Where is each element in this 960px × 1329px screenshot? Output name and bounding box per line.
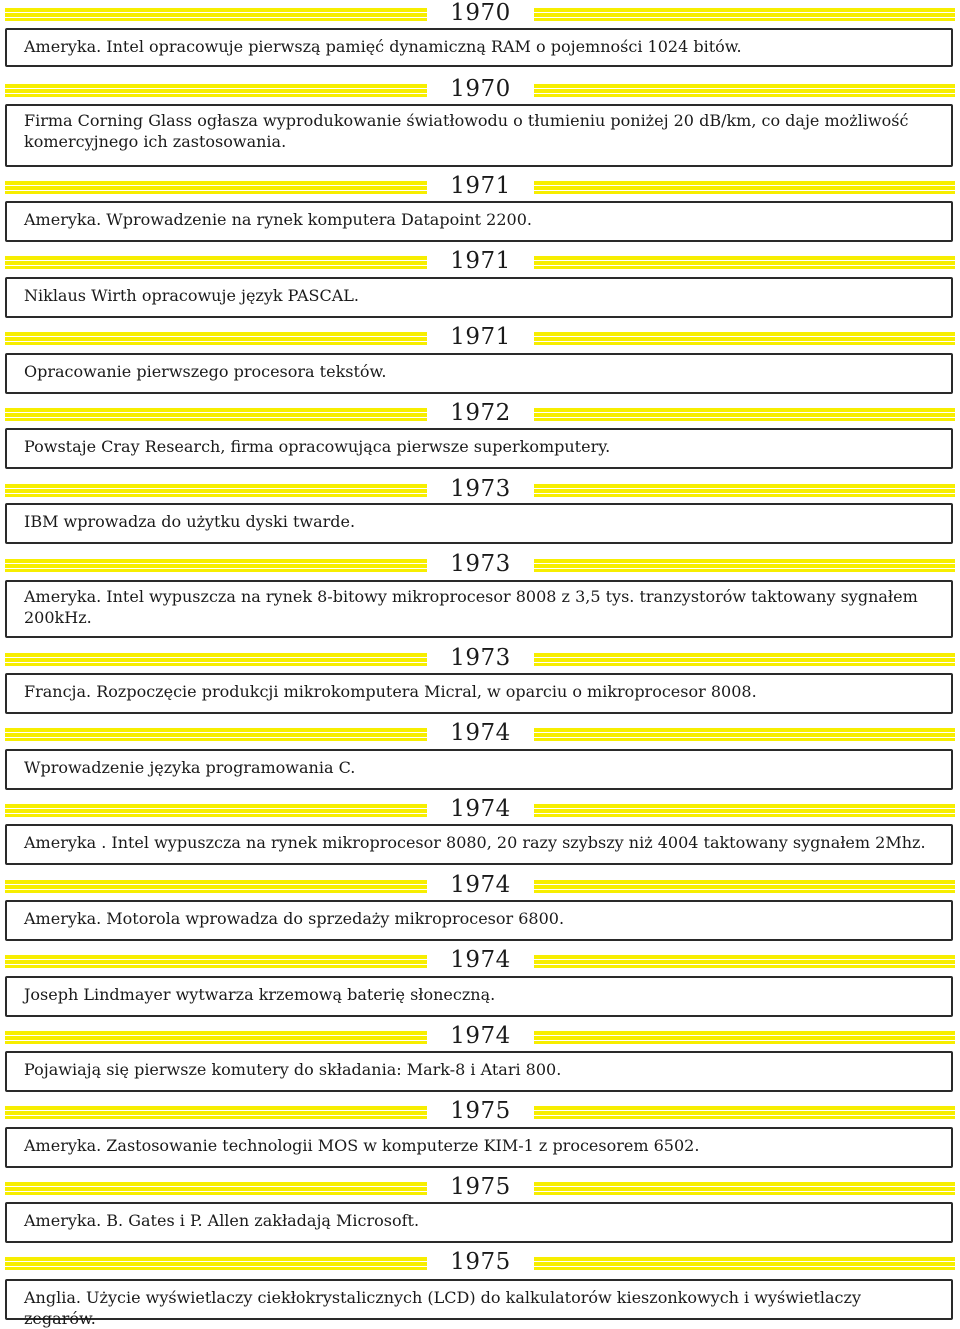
yellow-bar-left — [5, 408, 427, 421]
yellow-bar-left — [5, 484, 427, 497]
year-header — [0, 0, 960, 26]
event-box: Francja. Rozpoczęcie produkcji mikrokomputera Micral, w oparciu o mikroprocesor 8008. — [5, 673, 953, 714]
year-header — [0, 400, 960, 426]
event-box: Pojawiają się pierwsze komutery do składania: Mark-8 i Atari 800. — [5, 1051, 953, 1092]
yellow-bar-right — [534, 728, 955, 741]
yellow-bar-right — [534, 8, 955, 21]
yellow-bar-left — [5, 1106, 427, 1119]
year-label: 1975 — [450, 1174, 511, 1200]
event-box: Wprowadzenie języka programowania C. — [5, 749, 953, 790]
year-header — [0, 1174, 960, 1200]
year-label: 1973 — [450, 476, 511, 502]
yellow-bar-left — [5, 256, 427, 269]
year-header — [0, 1023, 960, 1049]
year-label: 1974 — [450, 720, 511, 746]
year-header — [0, 947, 960, 973]
year-label: 1971 — [450, 248, 511, 274]
year-label: 1974 — [450, 872, 511, 898]
yellow-bar-right — [534, 653, 955, 666]
year-label: 1975 — [450, 1098, 511, 1124]
event-box: Powstaje Cray Research, firma opracowująca pierwsze superkomputery. — [5, 428, 953, 469]
year-label: 1972 — [450, 400, 511, 426]
yellow-bar-right — [534, 955, 955, 968]
yellow-bar-left — [5, 880, 427, 893]
yellow-bar-right — [534, 1182, 955, 1195]
event-box: Firma Corning Glass ogłasza wyprodukowanie światłowodu o tłumieniu poniżej 20 dB/km, co daje możliwość komercyjnego ich zastosowania. — [5, 104, 953, 167]
year-header — [0, 796, 960, 822]
year-header — [0, 248, 960, 274]
year-header — [0, 76, 960, 102]
year-label: 1970 — [450, 76, 511, 102]
event-box: Ameryka. Wprowadzenie na rynek komputera Datapoint 2200. — [5, 201, 953, 242]
year-header — [0, 173, 960, 199]
event-box: Ameryka. Zastosowanie technologii MOS w komputerze KIM-1 z procesorem 6502. — [5, 1127, 953, 1168]
event-box: Ameryka. Intel wypuszcza na rynek 8-bitowy mikroprocesor 8008 z 3,5 tys. tranzystorów taktowany sygnałem 200kHz. — [5, 580, 953, 638]
yellow-bar-left — [5, 804, 427, 817]
yellow-bar-right — [534, 1257, 955, 1270]
yellow-bar-left — [5, 1257, 427, 1270]
year-label: 1971 — [450, 324, 511, 350]
yellow-bar-left — [5, 955, 427, 968]
yellow-bar-left — [5, 1031, 427, 1044]
yellow-bar-right — [534, 408, 955, 421]
year-header — [0, 1249, 960, 1275]
year-label: 1973 — [450, 551, 511, 577]
yellow-bar-right — [534, 1106, 955, 1119]
yellow-bar-left — [5, 728, 427, 741]
year-label: 1974 — [450, 947, 511, 973]
yellow-bar-right — [534, 84, 955, 97]
year-header — [0, 476, 960, 502]
year-header — [0, 551, 960, 577]
yellow-bar-right — [534, 256, 955, 269]
yellow-bar-left — [5, 1182, 427, 1195]
yellow-bar-right — [534, 880, 955, 893]
yellow-bar-left — [5, 653, 427, 666]
event-box: Joseph Lindmayer wytwarza krzemową baterię słoneczną. — [5, 976, 953, 1017]
yellow-bar-left — [5, 84, 427, 97]
year-header — [0, 324, 960, 350]
year-label: 1973 — [450, 645, 511, 671]
event-box: Ameryka. Motorola wprowadza do sprzedaży mikroprocesor 6800. — [5, 900, 953, 941]
year-header — [0, 1098, 960, 1124]
year-label: 1974 — [450, 1023, 511, 1049]
event-box: Ameryka. Intel opracowuje pierwszą pamięć dynamiczną RAM o pojemności 1024 bitów. — [5, 28, 953, 67]
yellow-bar-right — [534, 1031, 955, 1044]
event-box: Opracowanie pierwszego procesora tekstów. — [5, 353, 953, 394]
year-label: 1970 — [450, 0, 511, 26]
year-label: 1974 — [450, 796, 511, 822]
year-label: 1971 — [450, 173, 511, 199]
yellow-bar-right — [534, 559, 955, 572]
yellow-bar-right — [534, 804, 955, 817]
year-header — [0, 872, 960, 898]
event-box: Niklaus Wirth opracowuje język PASCAL. — [5, 277, 953, 318]
yellow-bar-left — [5, 181, 427, 194]
year-header — [0, 645, 960, 671]
event-box: Ameryka . Intel wypuszcza na rynek mikroprocesor 8080, 20 razy szybszy niż 4004 taktowany sygnałem 2Mhz. — [5, 824, 953, 865]
event-box: Anglia. Użycie wyświetlaczy ciekłokrystalicznych (LCD) do kalkulatorów kieszonkowych i wyświetlaczy zegarów. — [5, 1279, 953, 1320]
year-header — [0, 720, 960, 746]
yellow-bar-right — [534, 484, 955, 497]
yellow-bar-right — [534, 332, 955, 345]
event-box: Ameryka. B. Gates i P. Allen zakładają Microsoft. — [5, 1202, 953, 1243]
yellow-bar-left — [5, 332, 427, 345]
event-box: IBM wprowadza do użytku dyski twarde. — [5, 503, 953, 544]
yellow-bar-left — [5, 8, 427, 21]
yellow-bar-left — [5, 559, 427, 572]
yellow-bar-right — [534, 181, 955, 194]
year-label: 1975 — [450, 1249, 511, 1275]
